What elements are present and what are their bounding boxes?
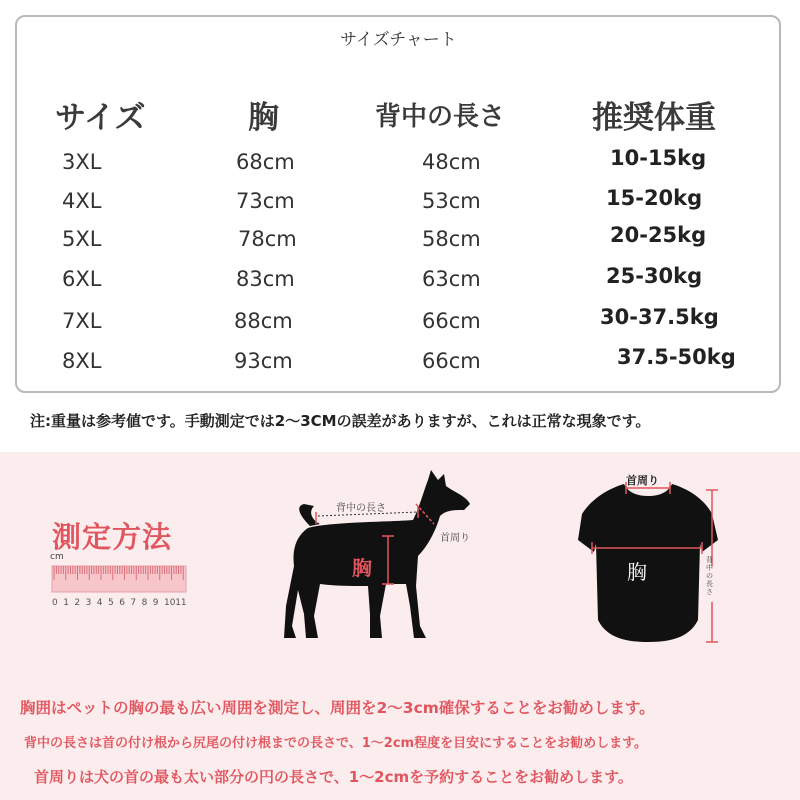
row-weight: 10-15kg [610, 146, 707, 170]
row-weight: 20-25kg [610, 223, 707, 247]
ruler-number: 9 [152, 598, 159, 608]
shirt-back-length-label: 背中の長さ [706, 556, 713, 596]
instruction-back-length: 背中の長さは首の付け根から尻尾の付け根までの長さで、1～2cm程度を目安にすることをお勧めします。 [24, 736, 648, 751]
shirt-neck-label: 首周り [626, 474, 659, 487]
row-weight: 15-20kg [606, 186, 703, 210]
ruler-number: 0 [52, 598, 58, 608]
row-back: 58cm [422, 227, 481, 251]
dog-silhouette-icon [268, 466, 488, 656]
row-chest: 93cm [234, 349, 293, 373]
dog-neck-label: 首周り [440, 533, 470, 544]
row-back: 53cm [422, 189, 481, 213]
ruler-number: 11 [175, 598, 187, 608]
row-weight: 25-30kg [606, 264, 703, 288]
ruler-number: 3 [85, 598, 92, 608]
ruler-number: 1 [63, 598, 69, 608]
header-size: サイズ [55, 100, 146, 136]
row-size: 3XL [62, 150, 102, 174]
row-weight: 30-37.5kg [600, 305, 719, 329]
row-back: 66cm [422, 309, 481, 333]
size-chart-title: サイズチャート [340, 30, 457, 50]
row-size: 7XL [62, 309, 102, 333]
ruler-number: 2 [74, 598, 81, 608]
header-recommended-weight: 推奨体重 [592, 100, 716, 136]
row-chest: 73cm [236, 189, 295, 213]
row-chest: 78cm [238, 227, 297, 251]
instruction-chest: 胸囲はペットの胸の最も広い周囲を測定し、周囲を2～3cm確保することをお勧めします。 [20, 699, 655, 717]
header-chest: 胸 [248, 100, 279, 136]
dog-back-length-label: 背中の長さ [336, 503, 386, 514]
ruler-number: 6 [119, 598, 125, 608]
disclaimer-note: 注:重量は参考値です。手動測定では2～3CMの誤差がありますが、これは正常な現象です。 [30, 412, 651, 430]
header-back-length: 背中の長さ [375, 102, 506, 132]
row-chest: 68cm [236, 150, 295, 174]
row-back: 66cm [422, 349, 481, 373]
ruler-unit-label: cm [50, 552, 64, 562]
row-size: 4XL [62, 189, 102, 213]
instruction-neck: 首周りは犬の首の最も太い部分の円の長さで、1～2cmを予約することをお勧めします。 [34, 768, 633, 786]
dog-chest-label: 胸 [352, 556, 372, 580]
row-back: 48cm [422, 150, 481, 174]
shirt-chest-label: 胸 [627, 560, 647, 584]
ruler-number: 8 [141, 598, 148, 608]
ruler-number: 5 [108, 598, 114, 608]
row-size: 6XL [62, 267, 102, 291]
row-size: 5XL [62, 227, 102, 251]
row-back: 63cm [422, 267, 481, 291]
ruler-number: 10 [164, 598, 176, 608]
ruler-number: 7 [130, 598, 137, 608]
ruler-number: 4 [96, 598, 103, 608]
row-size: 8XL [62, 349, 102, 373]
ruler-illustration [50, 552, 190, 618]
row-weight: 37.5-50kg [617, 345, 736, 369]
measurement-method-title: 測定方法 [52, 520, 173, 554]
row-chest: 88cm [234, 309, 293, 333]
row-chest: 83cm [236, 267, 295, 291]
